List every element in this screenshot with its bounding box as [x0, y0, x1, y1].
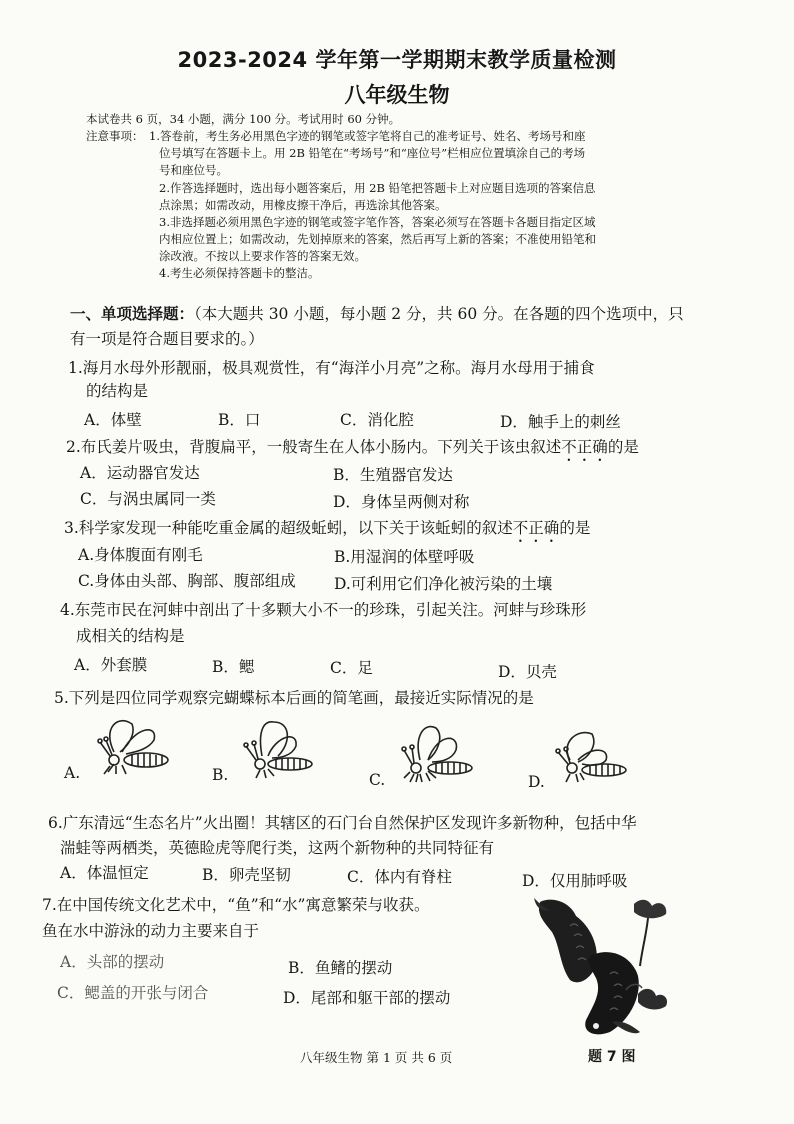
notice-3b: 内相应位置上；如需改动，先划掉原来的答案，然后再写上新的答案；不准使用铅笔和	[159, 232, 596, 246]
q4-stem: 4.东莞市民在河蚌中剖出了十多颗大小不一的珍珠，引起关注。河蚌与珍珠形	[60, 601, 587, 619]
section-desc: （本大题共 30 小题，每小题 2 分，共 60 分。在各题的四个选项中，只	[194, 305, 684, 323]
q1-option-a: A．体壁	[84, 411, 142, 429]
q4-option-d: D．贝壳	[498, 663, 557, 681]
notice-1a: 1.答卷前，考生务必用黑色字迹的钢笔或签字笔将自己的准考证号、姓名、考场号和座	[149, 129, 586, 143]
q5-option-d: D.	[528, 773, 545, 791]
q7-option-c: C．鳃盖的开张与闭合	[57, 984, 209, 1002]
q3-stem-emphasis: 不正确	[512, 519, 560, 537]
section-desc-2: 有一项是符合题目要求的。）	[70, 330, 264, 348]
section-title: 一、单项选择题：	[70, 305, 195, 323]
q2-option-d: D．身体呈两侧对称	[333, 493, 470, 511]
q6-stem-cont: 湍蛙等两栖类，英德睑虎等爬行类，这两个新物种的共同特征有	[60, 839, 495, 857]
exam-title: 2023-2024 学年第一学期期末教学质量检测	[177, 48, 617, 72]
q5-option-c: C.	[369, 771, 386, 789]
q1-option-d: D．触手上的刺丝	[500, 413, 621, 431]
q2-option-c: C．与涡虫属同一类	[80, 490, 216, 508]
q3-option-c: C.身体由头部、胸部、腹部组成	[78, 572, 296, 590]
q2-stem-emphasis: 不正确	[561, 438, 608, 456]
q2-stem-post: 的是	[607, 438, 639, 456]
q6-stem: 6.广东清远“生态名片”火出圈！其辖区的石门台自然保护区发现许多新物种，包括中华	[48, 814, 637, 832]
q7-option-a: A．头部的摆动	[60, 953, 165, 971]
q3-stem-pre: 3.科学家发现一种能吃重金属的超级蚯蚓，以下关于该蚯蚓的叙述	[64, 519, 513, 537]
q7-option-d: D．尾部和躯干部的摆动	[283, 989, 451, 1007]
q1-option-b: B．口	[218, 411, 261, 429]
notice-1b: 位号填写在答题卡上。用 2B 铅笔在“考场号”和“座位号”栏相应位置填涂自己的考场	[159, 146, 586, 160]
exam-subtitle: 八年级生物	[344, 83, 450, 107]
q3-stem	[64, 516, 590, 546]
q5-option-b: B.	[212, 766, 229, 784]
q6-option-a: A．体温恒定	[60, 864, 149, 882]
q7-stem: 7.在中国传统文化艺术中，“鱼”和“水”寓意繁荣与收获。	[42, 896, 430, 914]
q7-stem-cont: 鱼在水中游泳的动力主要来自于	[42, 922, 260, 940]
butterfly-sketch-d	[548, 720, 644, 790]
notice-2b: 点涂黑；如需改动，用橡皮擦干净后，再选涂其他答案。	[159, 198, 447, 212]
q3-option-d: D.可利用它们净化被污染的土壤	[334, 575, 553, 593]
intro-line: 本试卷共 6 页，34 小题，满分 100 分。考试用时 60 分钟。	[86, 112, 401, 126]
notice-1c: 号和座位号。	[159, 163, 228, 177]
notice-4: 4.考生必须保持答题卡的整洁。	[159, 266, 320, 280]
notice-2a: 2.作答选择题时，选出每小题答案后，用 2B 铅笔把答题卡上对应题目选项的答案信息	[159, 181, 596, 195]
fish-painting-figure	[530, 896, 680, 1042]
q4-option-a: A．外套膜	[74, 656, 148, 674]
q1-option-c: C．消化腔	[340, 411, 414, 429]
q6-option-d: D．仅用肺呼吸	[522, 872, 628, 890]
q1-stem-cont: 的结构是	[86, 382, 149, 400]
notice-3a: 3.非选择题必须用黑色字迹的钢笔或签字笔作答，答案必须写在答题卡各题目指定区域	[159, 215, 596, 229]
notice-label: 注意事项：	[86, 129, 144, 143]
q1-stem: 1.海月水母外形靓丽，极具观赏性，有“海洋小月亮”之称。海月水母用于捕食	[68, 359, 595, 377]
q3-option-b: B.用湿润的体壁呼吸	[334, 548, 475, 566]
q3-option-a: A.身体腹面有刚毛	[78, 546, 203, 564]
q2-option-b: B．生殖器官发达	[333, 466, 453, 484]
q2-option-a: A．运动器官发达	[80, 464, 200, 482]
q6-option-b: B．卵壳坚韧	[202, 866, 291, 884]
butterfly-sketch-c	[392, 716, 488, 786]
q5-option-a: A.	[64, 764, 81, 782]
section-heading	[70, 302, 684, 324]
q5-stem: 5.下列是四位同学观察完蝴蝶标本后画的简笔画，最接近实际情况的是	[54, 689, 534, 707]
q3-stem-post: 的是	[559, 519, 591, 537]
q6-option-c: C．体内有脊柱	[347, 868, 452, 886]
butterfly-sketch-a	[88, 710, 184, 780]
butterfly-sketch-b	[232, 712, 328, 782]
q4-option-b: B．鳃	[212, 658, 255, 676]
q4-stem-cont: 成相关的结构是	[76, 627, 185, 645]
notice-3c: 涂改液。不按以上要求作答的答案无效。	[159, 249, 366, 263]
page-footer: 八年级生物 第 1 页 共 6 页	[300, 1050, 453, 1065]
q7-option-b: B．鱼鳍的摆动	[288, 959, 393, 977]
q4-option-c: C．足	[330, 659, 373, 677]
q2-stem-pre: 2.布氏姜片吸虫，背腹扁平，一般寄生在人体小肠内。下列关于该虫叙述	[66, 438, 562, 456]
figure-caption: 题 7 图	[588, 1049, 636, 1065]
